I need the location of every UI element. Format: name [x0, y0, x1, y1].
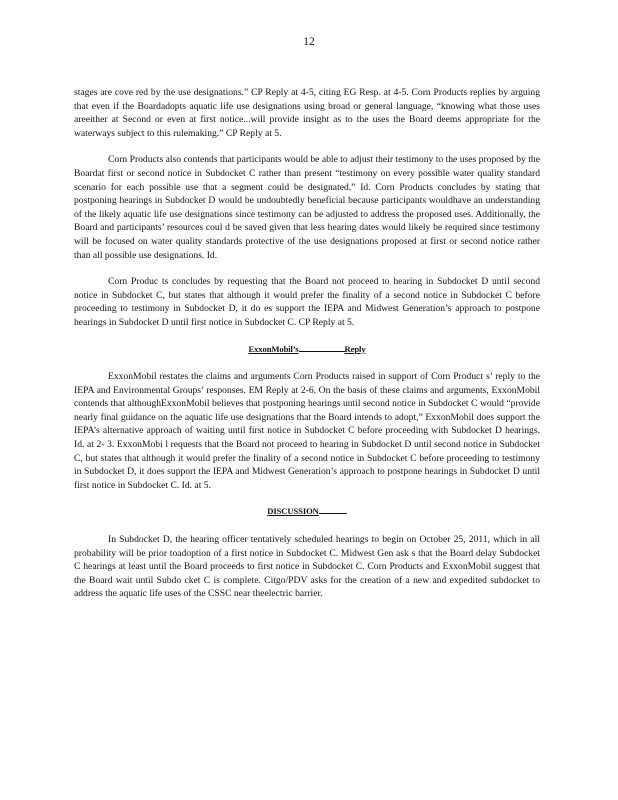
heading-exxon-reply: Reply	[344, 343, 366, 354]
heading-discussion-label: DISCUSSION	[267, 506, 319, 517]
section-heading-discussion	[74, 505, 540, 519]
paragraph-5: In Subdocket D, the hearing officer tentatively scheduled hearings to begin on October 25, 2011, which in all probability will be prior toadoption of a first notice in Subdocket C. Midwest Gen ask s that the Board delay Subdocket C hearings at least until the Board proceeds to first notice in Subdocket C. Corn Products and ExxonMobil suggest that the Board wait until Subdo cket C is complete. Citgo/PDV asks for the creation of a new and expedited subdocket to address the aquatic life uses of the CSSC near theelectric barrier.	[74, 534, 540, 600]
paragraph-1: stages are cove red by the use designations.” CP Reply at 4-5, citing EG Resp. at 4-5. Corn Products replies by arguing that even if the Boardadopts aquatic life use designations using broad or general language, “knowing what those uses areeither at Second or even at first notice...will provide insight as to the uses the Board deems appropriate for the waterways subject to this rulemaking.” CP Reply at 5.	[74, 87, 540, 139]
paragraph-3: Corn Produc ts concludes by requesting that the Board not proceed to hearing in Subdocket D until second notice in Subdocket C, but states that although it would prefer the finality of a second notice in Subdocket C before proceeding to testimony in Subdocket D, it do es support the IEPA and Midwest Generation’s approach to postpone hearings in Subdocket D until first notice in Subdocket C. CP Reply at 5.	[74, 276, 540, 328]
section-heading-exxonmobil-reply	[74, 343, 540, 357]
page-number: 12	[303, 36, 315, 48]
heading-exxon-name: ExxonMobil’s	[248, 343, 299, 354]
paragraph-4: ExxonMobil restates the claims and arguments Corn Products raised in support of Corn Product s’ reply to the IEPA and Environmental Groups’ responses. EM Reply at 2-6. On the basis of these claims and arguments, ExxonMobil contends that althoughExxonMobil believes that postponing hearings until second notice in Subdocket C would “provide nearly final guidance on the aquatic life use designations that the Board intends to adopt,” ExxonMobil does support the IEPA’s alternative approach of waiting until first notice in Subdocket C before proceeding with Subdocket D hearings. Id. at 2- 3. ExxonMobi l requests that the Board not proceed to hearing in Subdocket D until second notice in Subdocket C, but states that although it would prefer the finality of a second notice in Subdocket C before proceeding to testimony in Subdocket D, it does support the IEPA and Midwest Generation’s approach to postpone hearings in Subdocket D until first notice in Subdocket C. Id. at 5.	[74, 371, 540, 491]
document-body	[74, 86, 540, 614]
paragraph-2: Corn Products also contends that participants would be able to adjust their testimony to the uses proposed by the Boardat first or second notice in Subdocket C rather than present “testimony on every possible water quality standard scenario for each possible use that a segment could be designated.” Id. Corn Products concludes by stating that postponing hearings in Subdocket D would be undoubtedly beneficial because participants wouldhave an understanding of the likely aquatic life use designations since testimony can be adjusted to address the proposed uses. Additionally, the Board and participants’ resources coul d be saved given that less hearing dates would likely be required since testimony will be focused on water quality standards protective of the use designations proposed at first or second notice rather than all possible use designations. Id.	[74, 154, 540, 261]
